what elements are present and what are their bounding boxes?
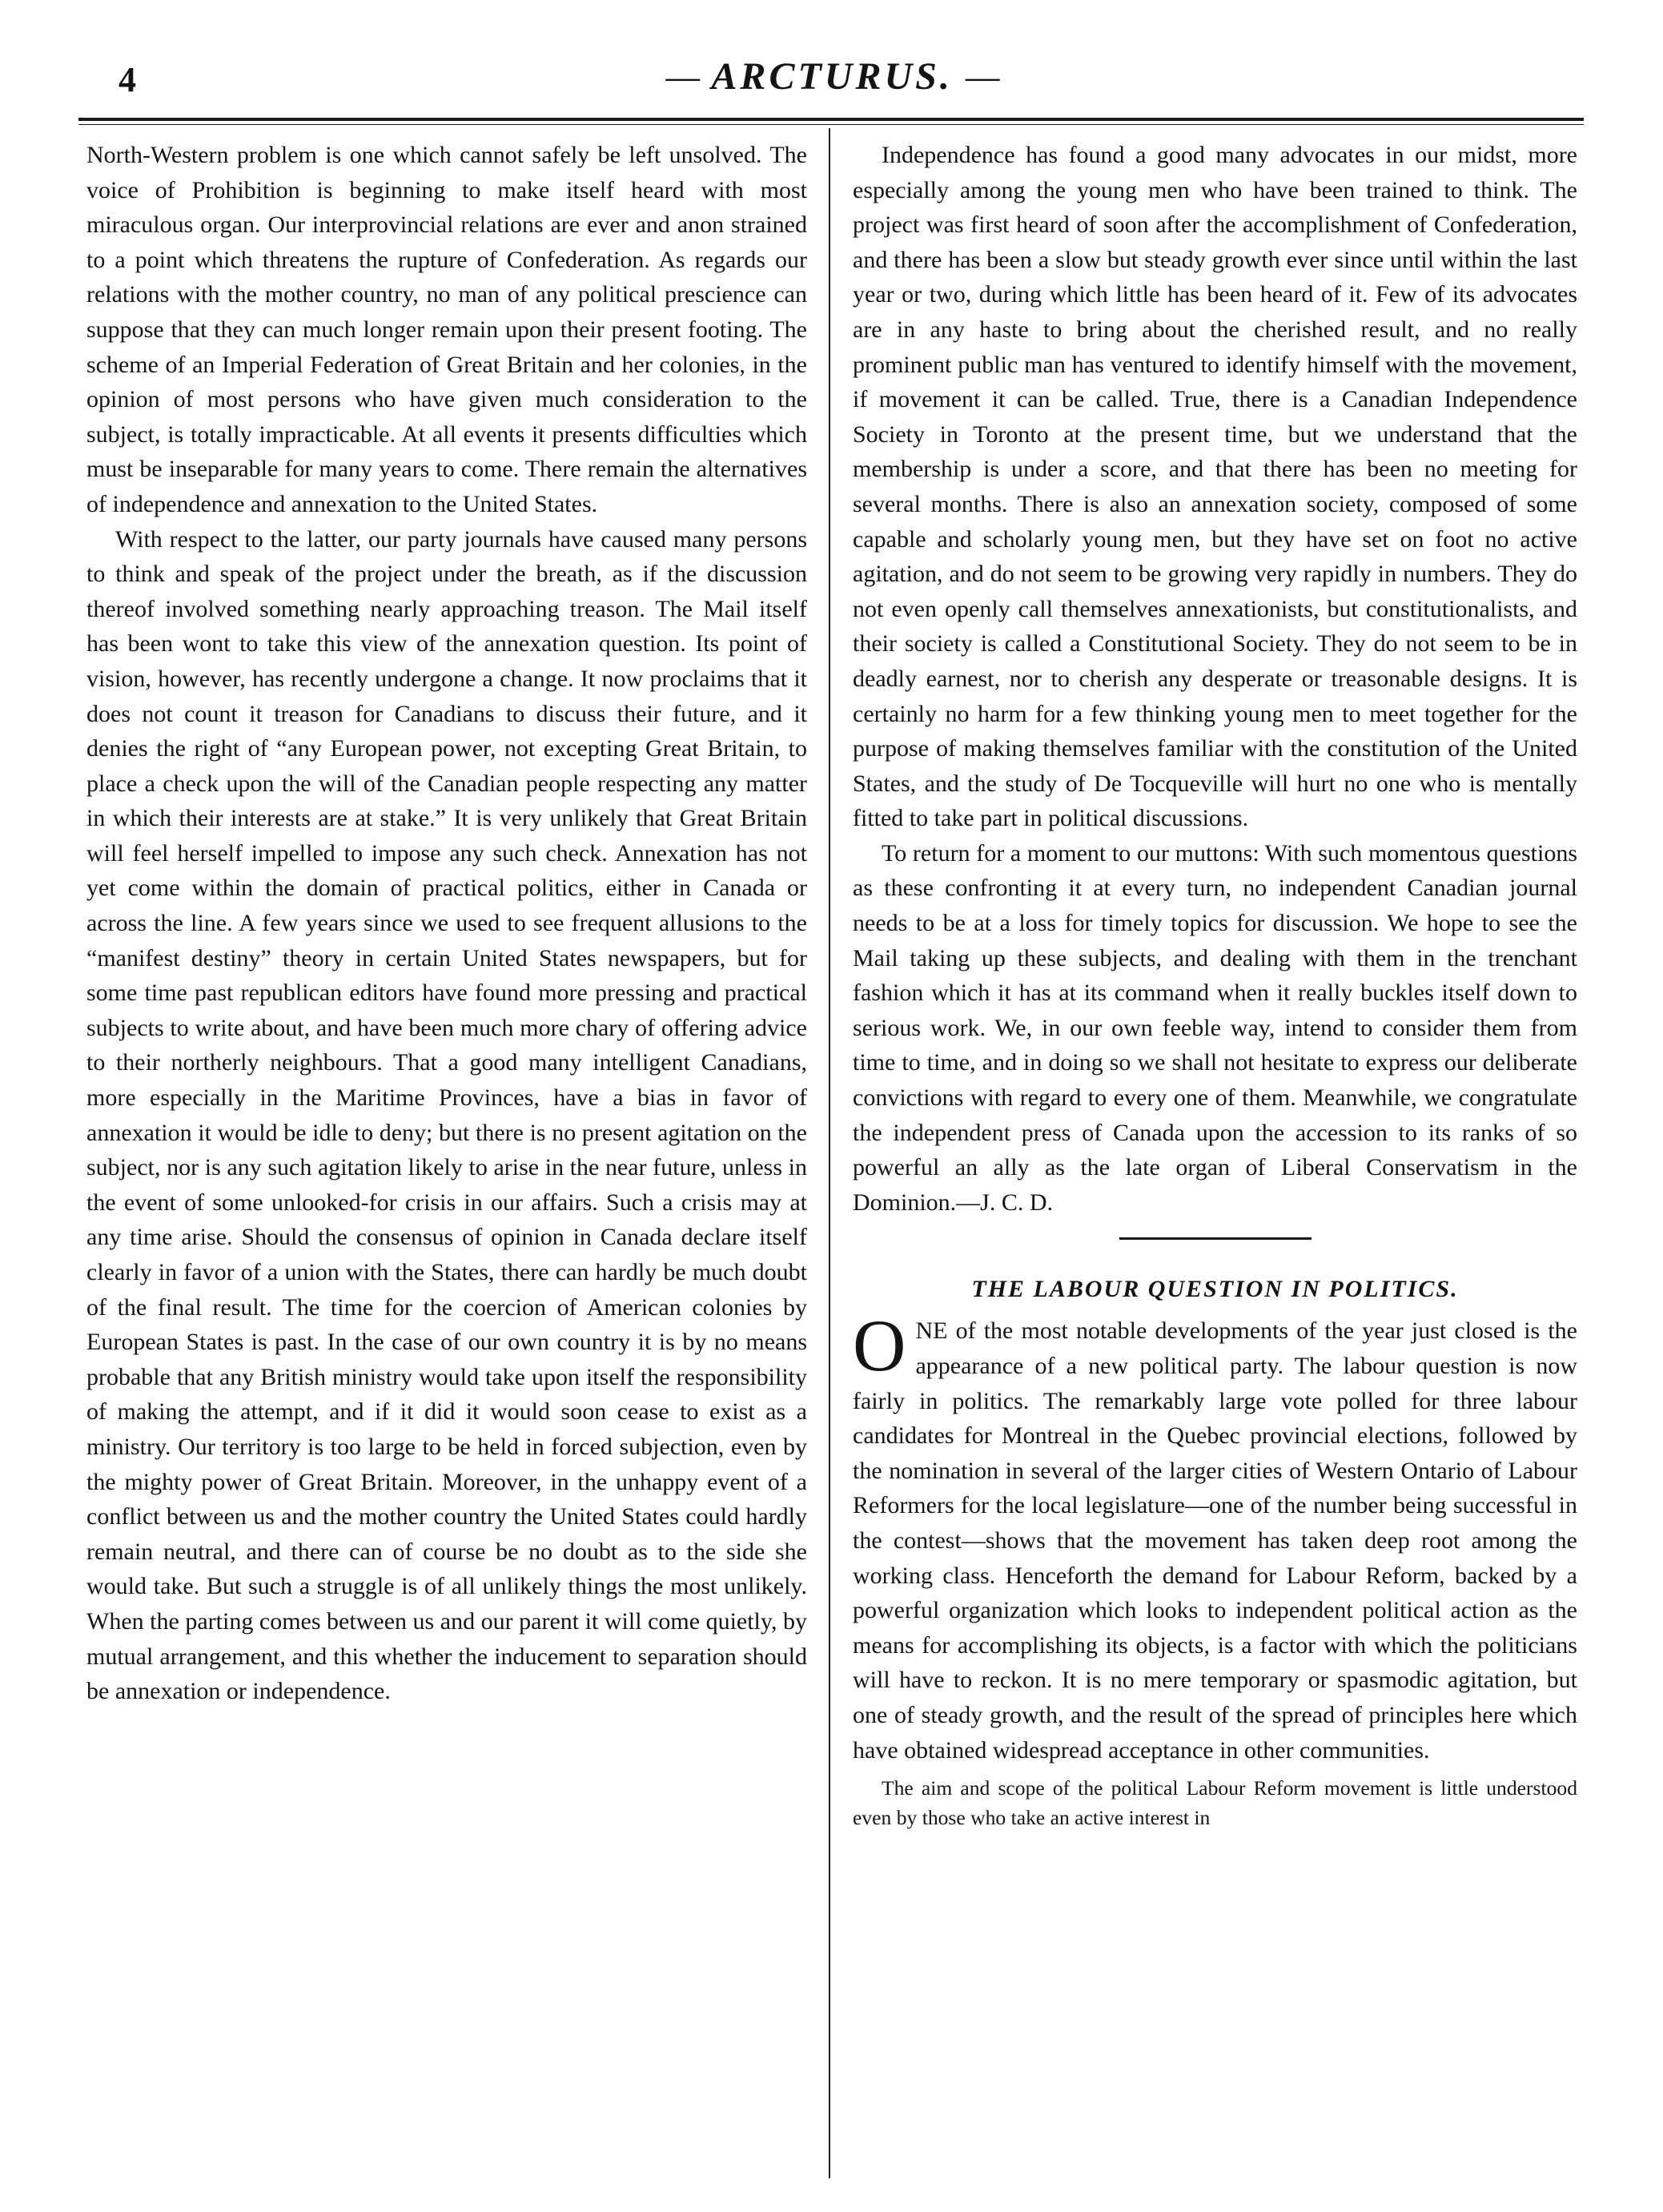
section-opening (853, 1305, 1577, 1768)
drop-cap: O (853, 1305, 906, 1387)
left-paragraph-1: North-Western problem is one which cannot safely be left unsolved. The voice of Prohibition is beginning to make itself heard with most miraculous organ. Our interprovincial relations are ever and anon strained to a point which threatens the rupture of Confederation. As regards our relations with the mother country, no man of any political prescience can suppose that they can much longer remain upon their present footing. The scheme of an Imperial Federation of Great Britain and her colonies, in the opinion of most persons who have given much consideration to the subject, is totally impracticable. At all events it presents difficulties which must be inseparable for many years to come. There remain the alternatives of independence and annexation to the United States. (86, 142, 807, 517)
column-divider (829, 128, 830, 2178)
section-title: THE LABOUR QUESTION IN POLITICS. (971, 1276, 1459, 1303)
header-rule-thin (78, 124, 1584, 125)
page-number: 4 (118, 60, 136, 99)
masthead-dash-right: — (965, 55, 1000, 98)
masthead-dash-left: — (665, 55, 701, 98)
section-divider (1119, 1237, 1312, 1240)
masthead (609, 55, 1057, 98)
section-opening-paragraph: NE of the most notable developments of the year just closed is the appearance of a new political party. The labour question is now fairly in politics. The remarkably large vote polled for three labour candidates for Montreal in the Quebec provincial elections, followed by the nomination in several of the larger cities of Western Ontario of Labour Reformers for the local legislature—one of the number being successful in the contest—shows that the movement has taken deep root among the working class. Henceforth the demand for Labour Reform, backed by a powerful organization which looks to independent political action as the means for accomplishing its objects, is a factor with which the politicians will have to reckon. It is no mere temporary or spasmodic agitation, but one of steady growth, and the result of the spread of principles here which have obtained widespread acceptance in other communities. (853, 1317, 1577, 1764)
right-paragraph-2: To return for a moment to our muttons: With such momentous questions as these confronting it at every turn, no independent Canadian journal needs to be at a loss for timely topics for discussion. We hope to see the Mail taking up these subjects, and dealing with them in the trenchant fashion which it has at its command when it really buckles itself down to serious work. We, in our own feeble way, intend to consider them from time to time, and in doing so we shall not hesitate to express our deliberate convictions with regard to every one of them. Meanwhile, we congratulate the independent press of Canada upon the accession to its ranks of so powerful an ally as the late organ of Liberal Conservatism in the Dominion.—J. C. D. (853, 839, 1577, 1216)
section-last-paragraph: The aim and scope of the political Labour Reform movement is little understood even by those who take an active interest in (853, 1776, 1577, 1829)
right-column (853, 138, 1577, 1832)
header-rule (78, 118, 1584, 121)
left-paragraph-2: With respect to the latter, our party journals have caused many persons to think and speak of the project under the breath, as if the discussion thereof involved something nearly approaching treason. The Mail itself has been wont to take this view of the annexation question. Its point of vision, however, has recently undergone a change. It now proclaims that it does not count it treason for Canadians to discuss their future, and it denies the right of “any European power, not excepting Great Britain, to place a check upon the will of the Canadian people respecting any matter in which their interests are at stake.” It is very unlikely that Great Britain will feel herself impelled to impose any such check. Annexation has not yet come within the domain of practical politics, either in Canada or across the line. A few years since we used to see frequent allusions to the “manifest destiny” theory in certain United States newspapers, but for some time past republican editors have found more pressing and practical subjects to write about, and have been much more chary of offering advice to their northerly neighbours. That a good many intelligent Canadians, more especially in the Maritime Provinces, have a bias in favor of annexation it would be idle to deny; but there is no present agitation on the subject, nor is any such agitation likely to arise in the near future, unless in the event of some unlooked-for crisis in our affairs. Such a crisis may at any time arise. Should the consensus of opinion in Canada declare itself clearly in favor of a union with the States, there can hardly be much doubt of the final result. The time for the coercion of American colonies by European States is past. In the case of our own country it is by no means probable that any British ministry would take upon itself the responsibility of making the attempt, and if it did it would soon cease to exist as a ministry. Our territory is too large to be held in forced subjection, even by the mighty power of Great Britain. Moreover, in the unhappy event of a conflict between us and the mother country the United States could hardly remain neutral, and there can of course be no doubt as to the side she would take. But such a struggle is of all unlikely things the most unlikely. When the parting comes between us and our parent it will come quietly, by mutual arrangement, and this whether the inducement to separation should be annexation or independence. (86, 525, 807, 1705)
masthead-title: ARCTURUS. (711, 55, 953, 98)
right-paragraph-1: Independence has found a good many advocates in our midst, more especially among the young men who have been trained to think. The project was first heard of soon after the accomplishment of Confederation, and there has been a slow but steady growth ever since until within the last year or two, during which little has been heard of it. Few of its advocates are in any haste to bring about the cherished result, and no really prominent public man has ventured to identify himself with the movement, if movement it can be called. True, there is a Canadian Independence Society in Toronto at the present time, but we understand that the membership is under a score, and that there has been no meeting for several months. There is also an annexation society, composed of some capable and scholarly young men, but they have set on foot no active agitation, and do not seem to be growing very rapidly in numbers. They do not even openly call themselves annexationists, but constitutionalists, and their society is called a Constitutional Society. They do not seem to be in deadly earnest, nor to cherish any desperate or treasonable designs. It is certainly no harm for a few thinking young men to meet together for the purpose of making themselves familiar with the constitution of the United States, and the study of De Tocqueville will hurt no one who is mentally fitted to take part in political discussions. (853, 142, 1577, 832)
left-column (86, 138, 807, 1709)
